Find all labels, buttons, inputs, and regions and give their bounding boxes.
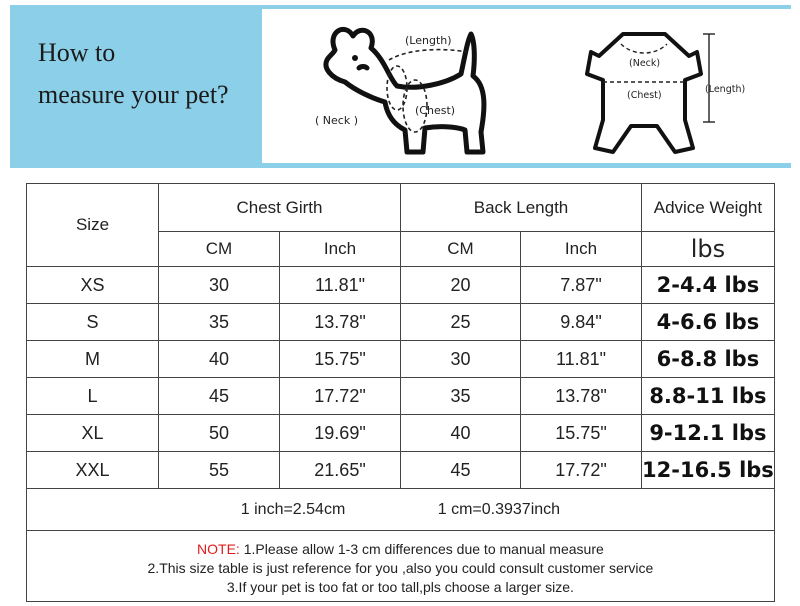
title-line-1: How to (38, 38, 116, 67)
chest-inch-unit: Inch (280, 232, 401, 267)
chest-inch-cell: 11.81" (280, 267, 401, 304)
back-inch-cell: 13.78" (521, 378, 642, 415)
chest-cm-cell: 45 (159, 378, 280, 415)
back-inch-cell: 11.81" (521, 341, 642, 378)
chest-cm-unit: CM (159, 232, 280, 267)
title-line-2: measure your pet? (38, 80, 229, 109)
weight-cell: 9-12.1 lbs (642, 415, 775, 452)
dog-length-label: (Length) (405, 34, 452, 47)
back-cm-cell: 20 (401, 267, 521, 304)
weight-cell: 12-16.5 lbs (642, 452, 775, 489)
chest-cm-cell: 30 (159, 267, 280, 304)
note-1-text: 1.Please allow 1-3 cm differences due to manual measure (243, 540, 604, 557)
table-row (27, 267, 775, 304)
back-inch-cell: 17.72" (521, 452, 642, 489)
chest-inch-cell: 17.72" (280, 378, 401, 415)
size-cell: L (27, 378, 159, 415)
back-inch-unit: Inch (521, 232, 642, 267)
weight-cell: 4-6.6 lbs (642, 304, 775, 341)
chest-cm-cell: 50 (159, 415, 280, 452)
table-row (27, 415, 775, 452)
back-cm-cell: 35 (401, 378, 521, 415)
size-cell: XS (27, 267, 159, 304)
dog-neck-label: ( Neck ) (315, 114, 358, 127)
back-cm-cell: 45 (401, 452, 521, 489)
size-chart-table (26, 183, 775, 602)
chest-inch-cell: 21.65" (280, 452, 401, 489)
size-header: Size (27, 184, 159, 267)
back-cm-cell: 40 (401, 415, 521, 452)
note-line-1 (27, 540, 774, 559)
conversion-row (27, 489, 775, 531)
table-row (27, 304, 775, 341)
chest-inch-cell: 19.69" (280, 415, 401, 452)
chest-inch-cell: 13.78" (280, 304, 401, 341)
cm-to-inch-text: 1 cm=0.3937inch (437, 500, 561, 518)
garment-neck-label: (Neck) (629, 58, 661, 69)
dog-chest-label: (Chest) (415, 104, 456, 117)
back-cm-cell: 25 (401, 304, 521, 341)
garment-length-label: (Length) (705, 84, 746, 95)
size-cell: S (27, 304, 159, 341)
weight-cell: 6-8.8 lbs (642, 341, 775, 378)
weight-unit: lbs (642, 232, 775, 267)
advice-weight-header: Advice Weight (642, 184, 775, 232)
weight-cell: 8.8-11 lbs (642, 378, 775, 415)
chest-cm-cell: 55 (159, 452, 280, 489)
back-inch-cell: 7.87" (521, 267, 642, 304)
inch-to-cm-text: 1 inch=2.54cm (240, 500, 346, 518)
back-cm-cell: 30 (401, 341, 521, 378)
back-cm-unit: CM (401, 232, 521, 267)
chest-inch-cell: 15.75" (280, 341, 401, 378)
how-to-measure-title (38, 32, 229, 116)
chest-girth-header: Chest Girth (159, 184, 401, 232)
weight-cell: 2-4.4 lbs (642, 267, 775, 304)
size-cell: M (27, 341, 159, 378)
note-label: NOTE: (197, 540, 240, 557)
note-2-text: 2.This size table is just reference for you ,also you could consult customer service (147, 559, 654, 576)
back-length-header: Back Length (401, 184, 642, 232)
notes-cell (27, 531, 775, 602)
size-cell: XXL (27, 452, 159, 489)
table-row (27, 452, 775, 489)
back-inch-cell: 15.75" (521, 415, 642, 452)
size-cell: XL (27, 415, 159, 452)
table-row (27, 378, 775, 415)
chest-cm-cell: 35 (159, 304, 280, 341)
dog-measure-icon (305, 20, 505, 160)
garment-measure-icon (585, 22, 755, 162)
garment-chest-label: (Chest) (627, 90, 662, 101)
chest-cm-cell: 40 (159, 341, 280, 378)
back-inch-cell: 9.84" (521, 304, 642, 341)
note-3-text: 3.If your pet is too fat or too tall,pls choose a larger size. (226, 578, 574, 595)
table-row (27, 341, 775, 378)
